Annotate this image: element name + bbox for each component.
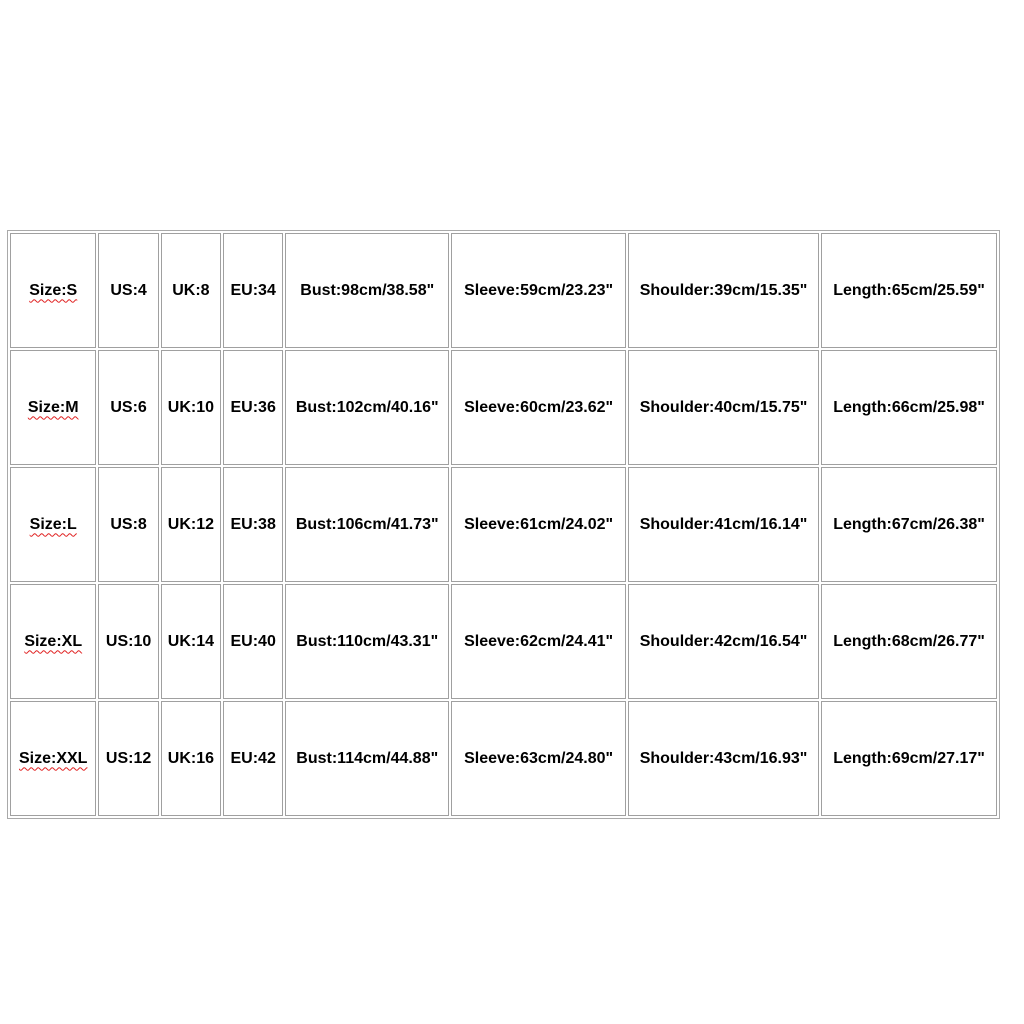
- size-cell: [10, 701, 96, 816]
- uk-size-cell: UK:14: [161, 584, 221, 699]
- eu-size-cell: EU:42: [223, 701, 283, 816]
- sleeve-cell: Sleeve:60cm/23.62": [451, 350, 626, 465]
- bust-cell: Bust:106cm/41.73": [285, 467, 449, 582]
- size-cell: [10, 233, 96, 348]
- length-cell: Length:69cm/27.17": [821, 701, 997, 816]
- size-cell: [10, 467, 96, 582]
- uk-size-cell: UK:12: [161, 467, 221, 582]
- shoulder-cell: Shoulder:39cm/15.35": [628, 233, 819, 348]
- table-row: [10, 467, 997, 582]
- table-row: [10, 584, 997, 699]
- sleeve-cell: Sleeve:59cm/23.23": [451, 233, 626, 348]
- uk-size-cell: UK:16: [161, 701, 221, 816]
- length-cell: Length:65cm/25.59": [821, 233, 997, 348]
- length-cell: Length:66cm/25.98": [821, 350, 997, 465]
- size-label: Size:L: [29, 515, 77, 533]
- us-size-cell: US:8: [98, 467, 158, 582]
- eu-size-cell: EU:38: [223, 467, 283, 582]
- sleeve-cell: Sleeve:61cm/24.02": [451, 467, 626, 582]
- eu-size-cell: EU:40: [223, 584, 283, 699]
- us-size-cell: US:12: [98, 701, 158, 816]
- size-label: Size:M: [27, 398, 79, 416]
- shoulder-cell: Shoulder:42cm/16.54": [628, 584, 819, 699]
- shoulder-cell: Shoulder:43cm/16.93": [628, 701, 819, 816]
- uk-size-cell: UK:8: [161, 233, 221, 348]
- length-cell: Length:67cm/26.38": [821, 467, 997, 582]
- length-cell: Length:68cm/26.77": [821, 584, 997, 699]
- sleeve-cell: Sleeve:62cm/24.41": [451, 584, 626, 699]
- uk-size-cell: UK:10: [161, 350, 221, 465]
- size-cell: [10, 584, 96, 699]
- bust-cell: Bust:98cm/38.58": [285, 233, 449, 348]
- size-cell: [10, 350, 96, 465]
- eu-size-cell: EU:36: [223, 350, 283, 465]
- sleeve-cell: Sleeve:63cm/24.80": [451, 701, 626, 816]
- us-size-cell: US:4: [98, 233, 158, 348]
- bust-cell: Bust:110cm/43.31": [285, 584, 449, 699]
- table-row: [10, 350, 997, 465]
- shoulder-cell: Shoulder:41cm/16.14": [628, 467, 819, 582]
- us-size-cell: US:6: [98, 350, 158, 465]
- us-size-cell: US:10: [98, 584, 158, 699]
- bust-cell: Bust:102cm/40.16": [285, 350, 449, 465]
- size-label: Size:XXL: [18, 749, 88, 767]
- size-label: Size:S: [29, 281, 78, 299]
- size-chart-table: [7, 230, 1000, 819]
- table-row: [10, 701, 997, 816]
- size-label: Size:XL: [24, 632, 83, 650]
- bust-cell: Bust:114cm/44.88": [285, 701, 449, 816]
- shoulder-cell: Shoulder:40cm/15.75": [628, 350, 819, 465]
- table-row: [10, 233, 997, 348]
- eu-size-cell: EU:34: [223, 233, 283, 348]
